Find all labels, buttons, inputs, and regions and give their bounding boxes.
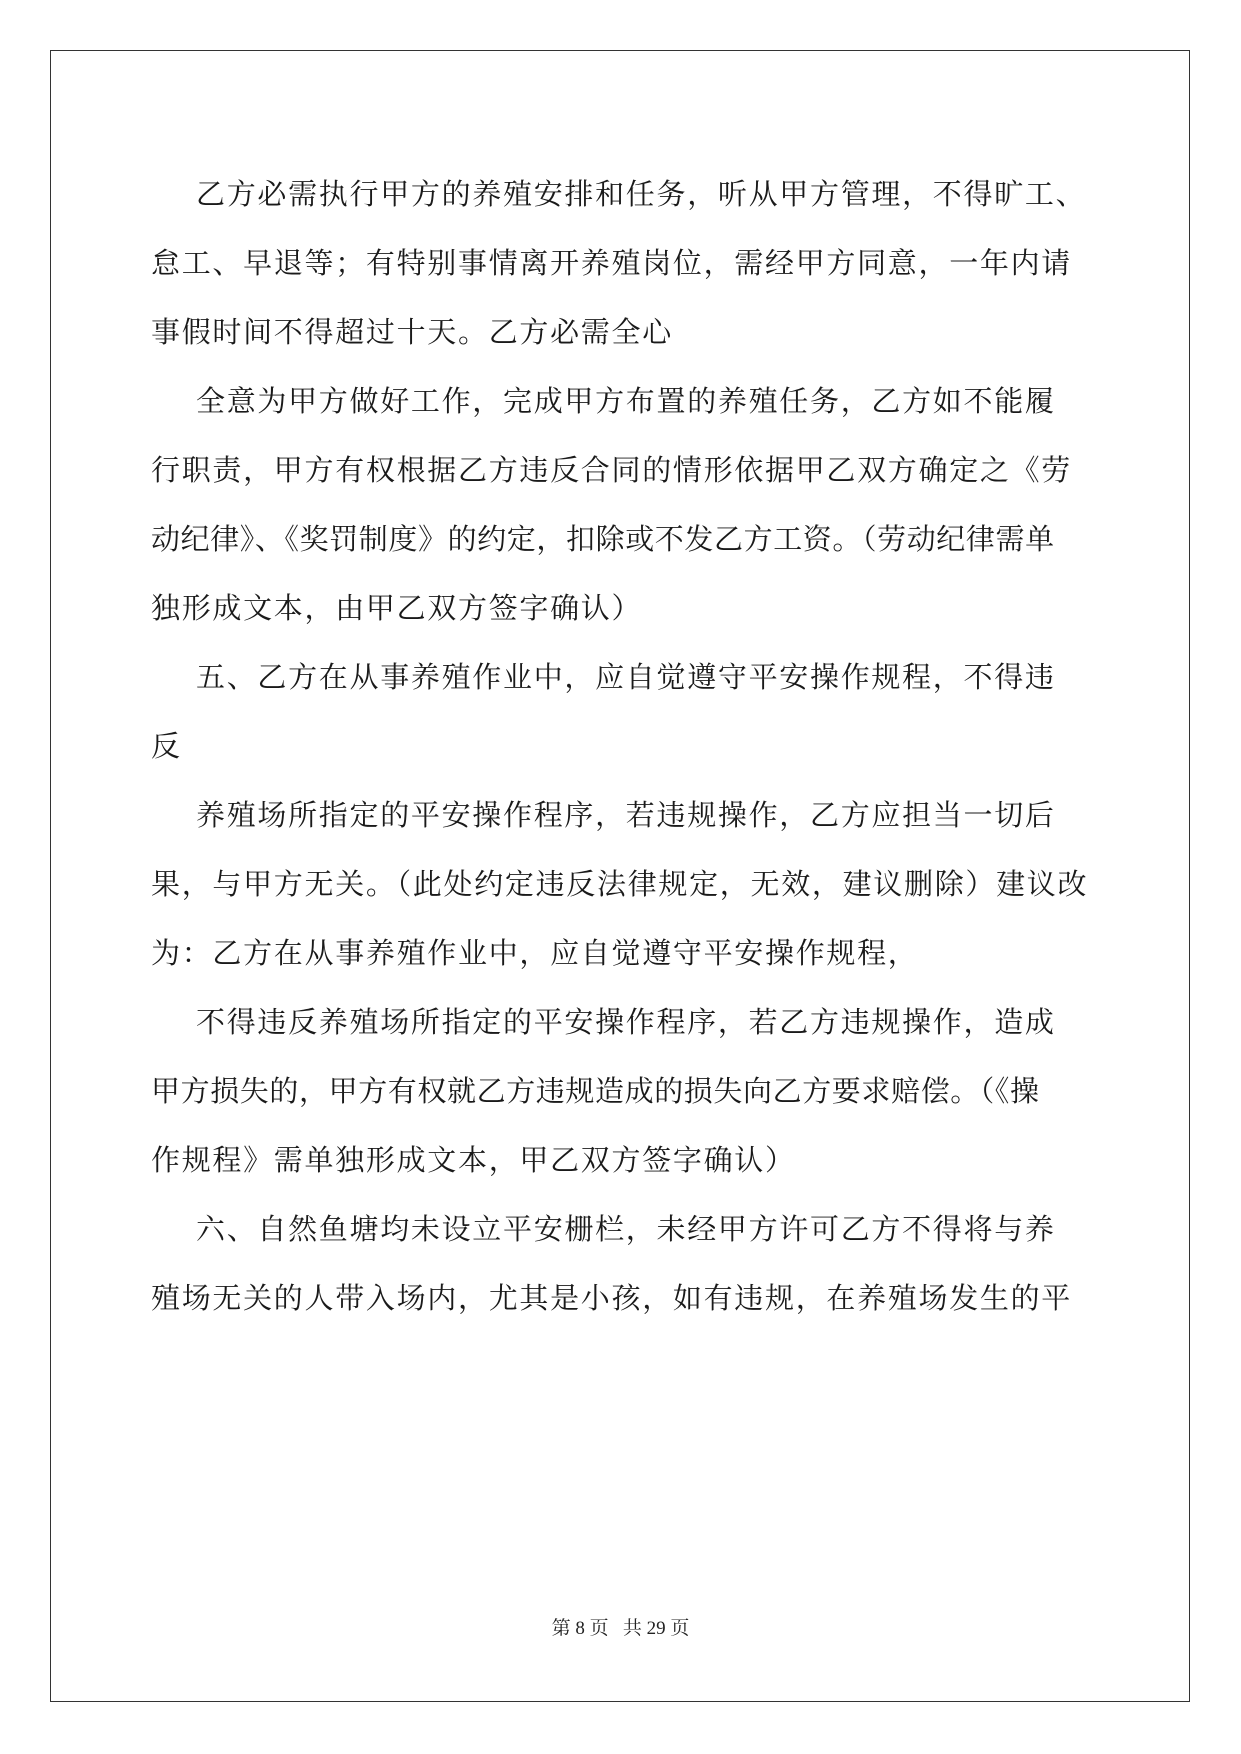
text-line: 反 — [151, 729, 182, 763]
text-line: 行职责，甲方有权根据乙方违反合同的情形依据甲乙双方确定之《劳 — [151, 453, 1073, 487]
text-line: 甲方损失的，甲方有权就乙方违规造成的损失向乙方要求赔偿。（《操 — [151, 1074, 1040, 1108]
text-line: 果，与甲方无关。（此处约定违反法律规定，无效，建议删除）建议改 — [151, 867, 1089, 901]
text-line: 独形成文本，由甲乙双方签字确认） — [151, 591, 643, 625]
text-line: 养殖场所指定的平安操作程序，若违规操作，乙方应担当一切后 — [196, 798, 1056, 832]
text-line: 动纪律》、《奖罚制度》的约定，扣除或不发乙方工资。（劳动纪律需单 — [151, 522, 1055, 556]
text-line: 怠工、早退等；有特别事情离开养殖岗位，需经甲方同意，一年内请 — [151, 246, 1073, 280]
page-total: 共 29 页 — [622, 1618, 690, 1639]
text-line: 乙方必需执行甲方的养殖安排和任务，听从甲方管理，不得旷工、 — [196, 177, 1087, 211]
text-line: 不得违反养殖场所指定的平安操作程序，若乙方违规操作，造成 — [196, 1005, 1056, 1039]
text-line: 作规程》需单独形成文本，甲乙双方签字确认） — [151, 1143, 796, 1177]
text-line: 全意为甲方做好工作，完成甲方布置的养殖任务，乙方如不能履 — [196, 384, 1056, 418]
text-line: 为：乙方在从事养殖作业中，应自觉遵守平安操作规程， — [151, 936, 919, 970]
page-number: 第 8 页 — [551, 1618, 609, 1639]
text-line: 殖场无关的人带入场内，尤其是小孩，如有违规，在养殖场发生的平 — [151, 1281, 1073, 1315]
text-line: 六、自然鱼塘均未设立平安栅栏，未经甲方许可乙方不得将与养 — [196, 1212, 1056, 1246]
document-body — [151, 160, 1091, 1333]
text-line: 五、乙方在从事养殖作业中，应自觉遵守平安操作规程，不得违 — [196, 660, 1056, 694]
page-footer — [0, 1613, 1241, 1640]
text-line: 事假时间不得超过十天。乙方必需全心 — [151, 315, 673, 349]
